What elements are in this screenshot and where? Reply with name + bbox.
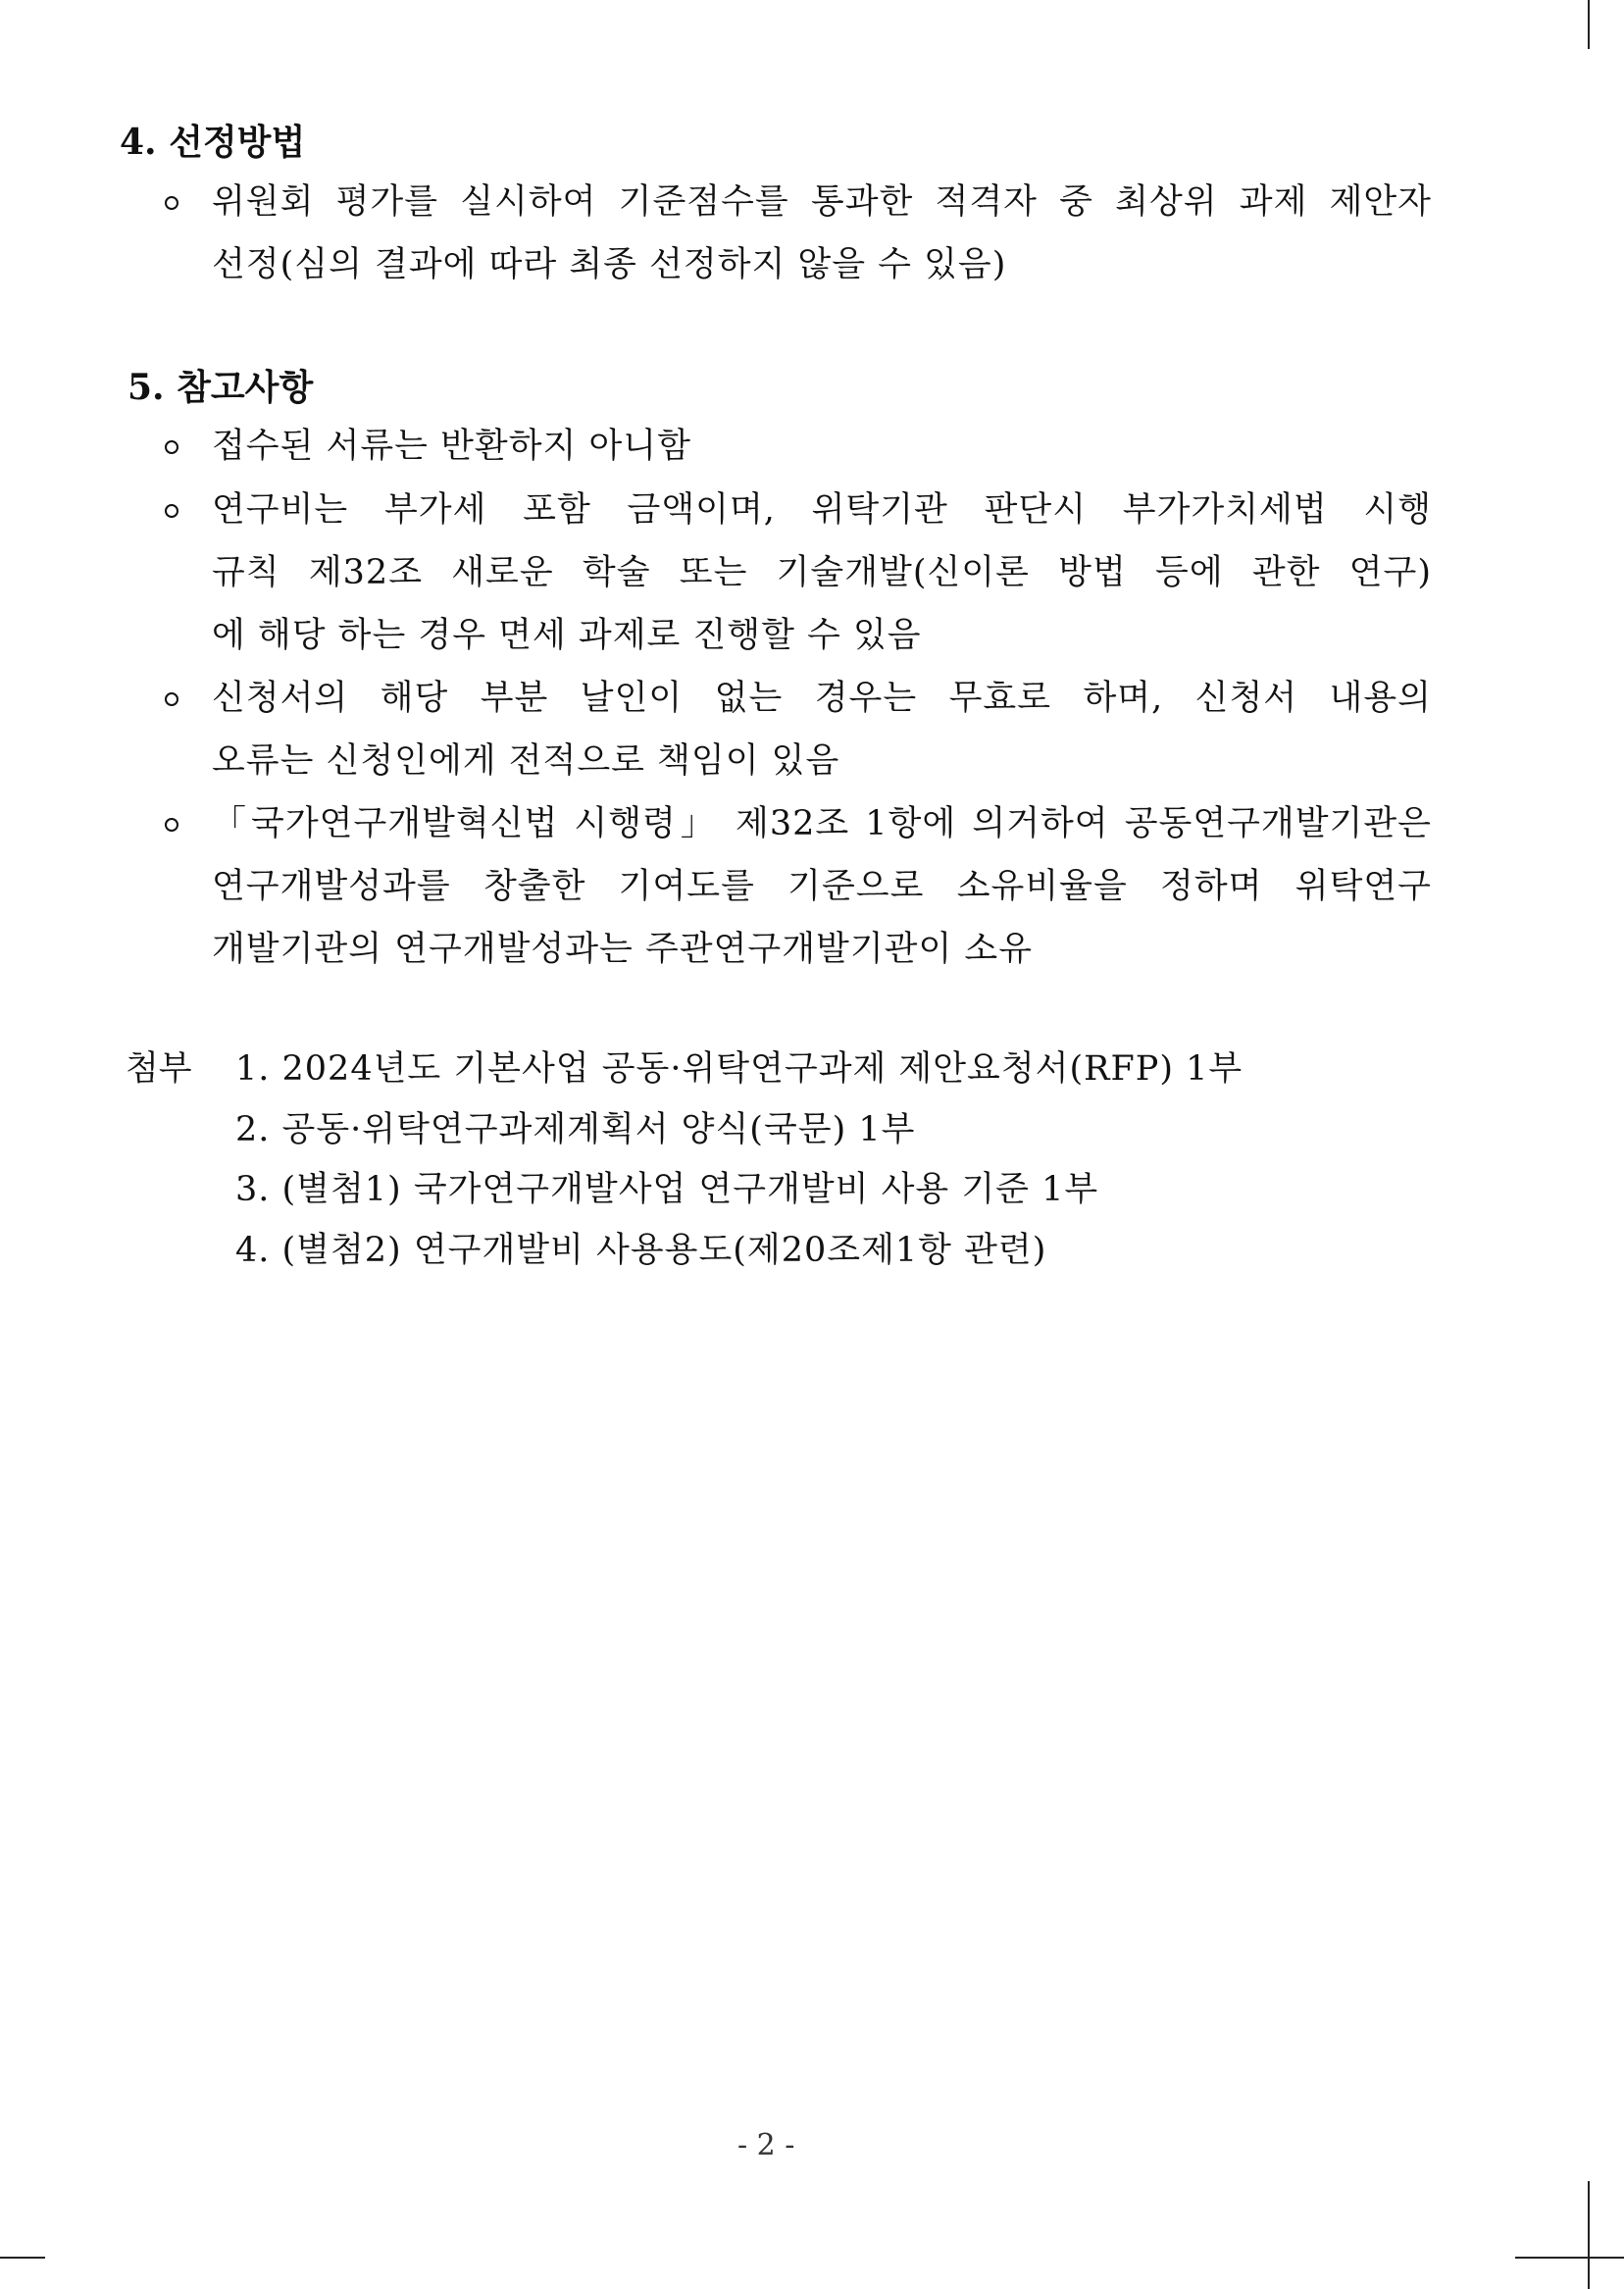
- page-number: - 2 -: [737, 2128, 795, 2162]
- section-heading-notes: 5. 참고사항: [127, 367, 314, 408]
- crop-mark-bottom-right-h: [1515, 2257, 1624, 2259]
- attachment-item: 4. (별첨2) 연구개발비 사용용도(제20조제1항 관련): [235, 1231, 1047, 1270]
- text-line: 규칙 제32조 새로운 학술 또는 기술개발(신이론 방법 등에 관한 연구): [212, 553, 1432, 592]
- text-line: 오류는 신청인에게 전적으로 책임이 있음: [212, 741, 840, 781]
- text-line: 접수된 서류는 반환하지 아니함: [212, 427, 691, 466]
- attachment-item: 3. (별첨1) 국가연구개발사업 연구개발비 사용 기준 1부: [235, 1170, 1099, 1209]
- text-line: 개발기관의 연구개발성과는 주관연구개발기관이 소유: [212, 930, 1034, 969]
- section-heading-selection-method: 4. 선정방법: [120, 122, 306, 163]
- text-line: 연구비는 부가세 포함 금액이며, 위탁기관 판단시 부가가치세법 시행: [212, 490, 1432, 530]
- bullet-circle-icon: [165, 440, 178, 454]
- text-line: 「국가연구개발혁신법 시행령」 제32조 1항에 의거하여 공동연구개발기관은: [212, 804, 1432, 843]
- text-line: 에 해당 하는 경우 면세 과제로 진행할 수 있음: [212, 616, 922, 655]
- bullet-circle-icon: [165, 692, 178, 706]
- text-line: 위원회 평가를 실시하여 기준점수를 통과한 적격자 중 최상위 과제 제안자: [212, 182, 1432, 222]
- bullet-circle-icon: [165, 818, 178, 832]
- text-line: 연구개발성과를 창출한 기여도를 기준으로 소유비율을 정하며 위탁연구: [212, 867, 1432, 906]
- bullet-circle-icon: [165, 504, 178, 518]
- crop-mark-top-right: [1588, 0, 1590, 49]
- attachments-label: 첨부: [126, 1049, 192, 1089]
- crop-mark-bottom-right-v: [1588, 2181, 1590, 2289]
- attachment-item: 2. 공동·위탁연구과제계획서 양식(국문) 1부: [235, 1110, 916, 1149]
- crop-mark-bottom-left-h: [0, 2257, 45, 2259]
- bullet-circle-icon: [165, 196, 178, 210]
- attachment-item: 1. 2024년도 기본사업 공동·위탁연구과제 제안요청서(RFP) 1부: [235, 1049, 1243, 1089]
- text-line: 신청서의 해당 부분 날인이 없는 경우는 무효로 하며, 신청서 내용의: [212, 679, 1432, 718]
- text-line: 선정(심의 결과에 따라 최종 선정하지 않을 수 있음): [212, 245, 1007, 284]
